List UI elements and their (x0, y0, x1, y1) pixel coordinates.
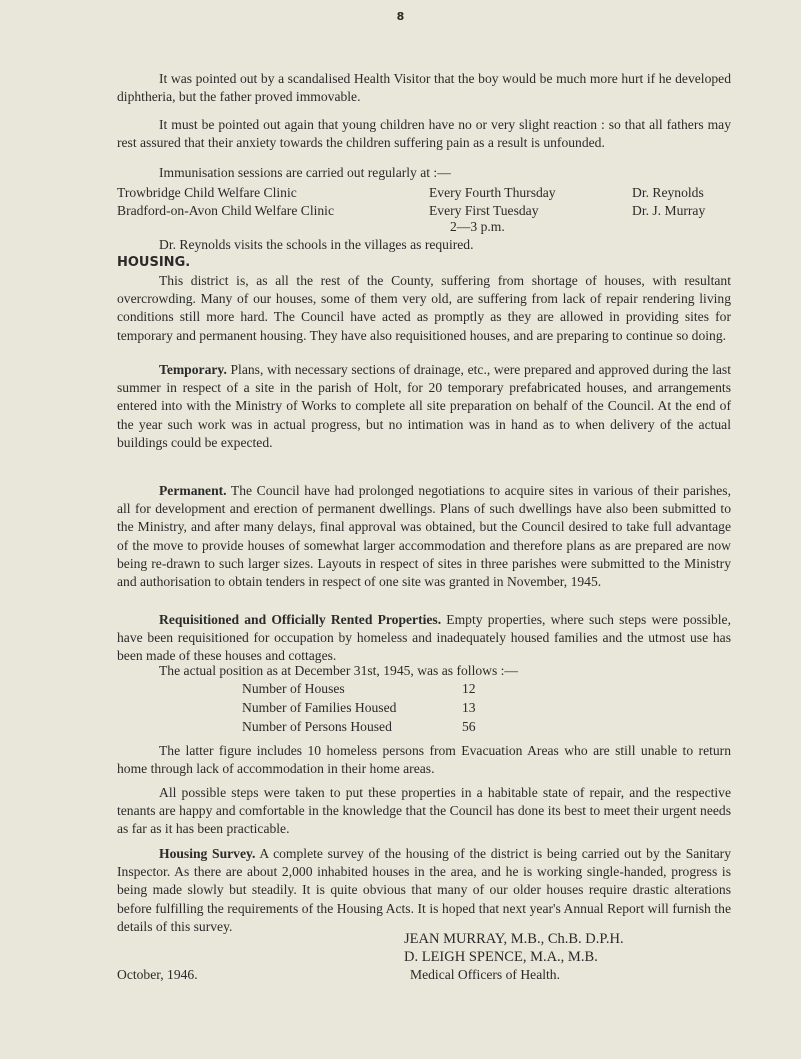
position-item (242, 680, 476, 699)
report-date: October, 1946. (117, 967, 198, 982)
survey-text: A complete survey of the housing of the district is being carried out by the Sanitary Inspector. As there are about 2,000 inhabited houses in the area, and he is working single-handed, progress is being made slowly but steadily. It is quite obvious that many of our older houses require drastic alterations before fulfilling the requirements of the Housing Acts. It is hoped that next year's Annual Report will furnish the details of this survey. (117, 846, 731, 934)
session-clinic: Trowbridge Child Welfare Clinic (117, 185, 297, 200)
paragraph-temporary (117, 361, 731, 452)
position-item (242, 718, 476, 737)
session-clinic: Bradford-on-Avon Child Welfare Clinic (117, 203, 334, 218)
requisitioned-text: Empty properties, where such steps were possible, have been requisitioned for occupation by homeless and inadequately housed families and the utmost use has been made of these houses and cottages. (117, 612, 731, 664)
page-number: 8 (396, 10, 405, 23)
position-value: 56 (462, 719, 476, 734)
housing-heading: HOUSING. (117, 255, 191, 270)
signature-line-1: JEAN MURRAY, M.B., Ch.B. D.P.H. (404, 931, 624, 947)
paragraph-all-steps: All possible steps were taken to put these properties in a habitable state of repair, and the respective tenants are happy and comfortable in the knowledge that the Council has done its best to meet their urgent needs as far as it has been practicable. (117, 785, 731, 837)
position-value: 12 (462, 681, 476, 696)
survey-title: Housing Survey. (159, 846, 256, 861)
paragraph-health-visitor: It was pointed out by a scandalised Health Visitor that the boy would be much more hurt if he developed diphtheria, but the father proved immovable. (117, 71, 731, 105)
schools-note: Dr. Reynolds visits the schools in the villages as required. (159, 237, 474, 252)
position-label: Number of Houses (242, 681, 345, 696)
signature-title: Medical Officers of Health. (410, 967, 560, 982)
paragraph-reaction: It must be pointed out again that young children have no or very slight reaction : so that all fathers may rest assured that their anxiety towards the children suffering pain as a result is unfounded. (117, 117, 731, 151)
session-time-row (117, 218, 731, 236)
paragraph-latter-figure: The latter figure includes 10 homeless persons from Evacuation Areas who are still unable to return home through lack of accommodation in their home areas. (117, 743, 731, 777)
paragraph-housing-survey (117, 845, 731, 936)
paragraph-requisitioned (117, 611, 731, 666)
session-doctor: Dr. J. Murray (632, 203, 706, 218)
position-label: Number of Persons Housed (242, 719, 392, 734)
housing-intro: This district is, as all the rest of the County, suffering from shortage of houses, with resultant overcrowding. Many of our houses, some of them very old, are suffering from lack of repair rendering living conditions still more hard. The Council have acted as promptly as they are allowed in providing sites for temporary and permanent housing. They have also requisitioned houses, and are preparing to continue so doing. (117, 273, 731, 343)
session-doctor: Dr. Reynolds (632, 185, 704, 200)
permanent-title: Permanent. (159, 483, 227, 498)
permanent-text: The Council have had prolonged negotiations to acquire sites in various of their parishes, all for development and erection of permanent dwellings. Plans of such dwellings have also been submitted to the Ministry, and after many delays, final approval was obtained, but the Council desired to take full advantage of the move to provide houses of somewhat larger accommodation and therefore plans as are prepared are now being re-drawn to such larger sizes. Layouts in respect of sites in three parishes were submitted to the Ministry and authorisation to obtain tenders in respect of one site was granted in November, 1945. (117, 483, 731, 590)
position-label: Number of Families Housed (242, 700, 397, 715)
signature-line-2: D. LEIGH SPENCE, M.A., M.B. (404, 949, 598, 965)
paragraph-immunisation: Immunisation sessions are carried out regularly at :— (159, 165, 451, 180)
temporary-title: Temporary. (159, 362, 227, 377)
session-when: Every Fourth Thursday (429, 185, 556, 200)
temporary-text: Plans, with necessary sections of drainage, etc., were prepared and approved during the last summer in respect of a site in the parish of Holt, for 20 temporary prefabricated houses, and arrangements entered into with the Ministry of Works to complete all site preparation on behalf of the Council. At the end of the year such work was in actual progress, but no intimation was in hand as to when delivery of the actual buildings could be expected. (117, 362, 731, 450)
session-row (117, 184, 731, 202)
session-when: Every First Tuesday (429, 203, 539, 218)
position-intro: The actual position as at December 31st, 1945, was as follows :— (159, 663, 519, 678)
position-item (242, 699, 476, 718)
position-value: 13 (462, 700, 476, 715)
position-list (242, 680, 476, 737)
session-time: 2—3 p.m. (450, 219, 505, 234)
paragraph-permanent (117, 482, 731, 591)
requisitioned-title: Requisitioned and Officially Rented Properties. (159, 612, 442, 627)
